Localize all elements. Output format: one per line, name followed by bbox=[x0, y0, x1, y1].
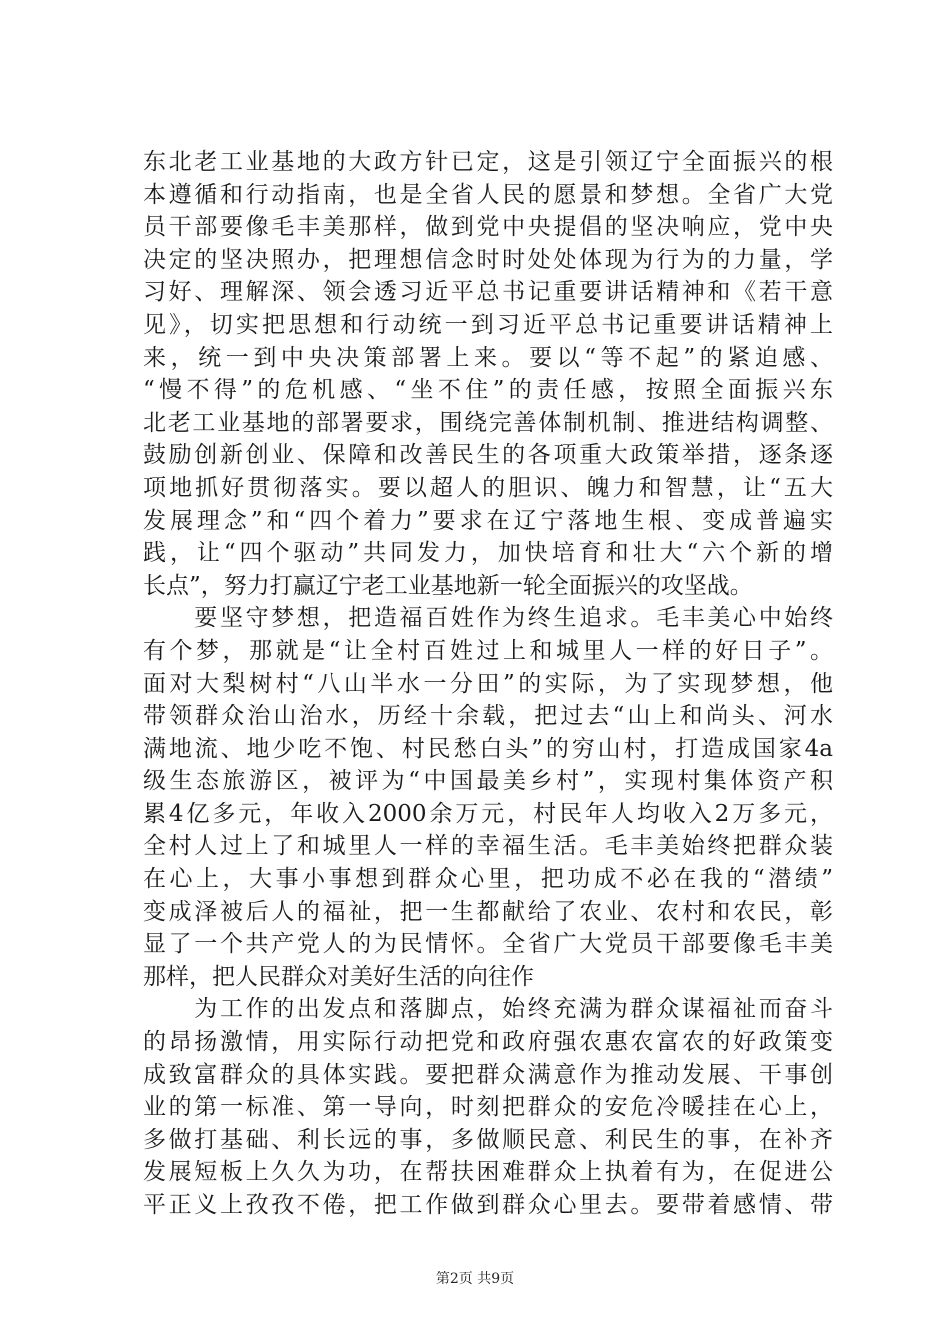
text-line: 全村人过上了和城里人一样的幸福生活。毛丰美始终把群众装 bbox=[143, 833, 833, 860]
text-line: 为工作的出发点和落脚点，始终充满为群众谋福祉而奋斗 bbox=[143, 996, 833, 1023]
text-line: 项地抓好贯彻落实。要以超人的胆识、魄力和智慧，让“五大 bbox=[143, 474, 833, 501]
text-line: 有个梦，那就是“让全村百姓过上和城里人一样的好日子”。 bbox=[143, 637, 833, 664]
text-line: 践，让“四个驱动”共同发力，加快培育和壮大“六个新的增 bbox=[143, 540, 833, 567]
text-line: 平正义上孜孜不倦，把工作做到群众心里去。要带着感情、带 bbox=[143, 1192, 833, 1218]
text-line: 决定的坚决照办，把理想信念时时处处体现为行为的力量，学 bbox=[143, 246, 833, 273]
text-line: 习好、理解深、领会透习近平总书记重要讲话精神和《若干意 bbox=[143, 279, 833, 306]
text-line: 多做打基础、利长远的事，多做顺民意、利民生的事，在补齐 bbox=[143, 1126, 833, 1153]
text-line: 发展理念”和“四个着力”要求在辽宁落地生根、变成普遍实 bbox=[143, 507, 833, 534]
text-line: 鼓励创新创业、保障和改善民生的各项重大政策举措，逐条逐 bbox=[143, 442, 833, 469]
text-line: 本遵循和行动指南，也是全省人民的愿景和梦想。全省广大党 bbox=[143, 181, 833, 208]
text-line: 北老工业基地的部署要求，围绕完善体制机制、推进结构调整、 bbox=[143, 409, 833, 436]
text-line: 来，统一到中央决策部署上来。要以“等不起”的紧迫感、 bbox=[143, 344, 833, 371]
text-line: 东北老工业基地的大政方针已定，这是引领辽宁全面振兴的根 bbox=[143, 149, 833, 175]
text-line: 业的第一标准、第一导向，时刻把群众的安危冷暖挂在心上， bbox=[143, 1094, 833, 1121]
text-line: 成致富群众的具体实践。要把群众满意作为推动发展、干事创 bbox=[143, 1061, 833, 1088]
text-line: 累4亿多元，年收入2000余万元，村民年人均收入2万多元， bbox=[143, 800, 833, 827]
text-line: 要坚守梦想，把造福百姓作为终生追求。毛丰美心中始终 bbox=[143, 605, 833, 632]
text-line: 带领群众治山治水，历经十余载，把过去“山上和尚头、河水 bbox=[143, 703, 833, 730]
text-line: 面对大梨树村“八山半水一分田”的实际，为了实现梦想，他 bbox=[143, 670, 833, 697]
text-line: 的昂扬激情，用实际行动把党和政府强农惠农富农的好政策变 bbox=[143, 1029, 833, 1056]
text-line: 变成泽被后人的福祉，把一生都献给了农业、农村和农民，彰 bbox=[143, 898, 833, 925]
page-number: 第2页 共9页 bbox=[435, 1271, 515, 1287]
text-line: 发展短板上久久为功，在帮扶困难群众上执着有为，在促进公 bbox=[143, 1159, 833, 1186]
text-line: 见》，切实把思想和行动统一到习近平总书记重要讲话精神上 bbox=[143, 311, 833, 338]
document-body bbox=[143, 146, 833, 1222]
text-line: “慢不得”的危机感、“坐不住”的责任感，按照全面振兴东 bbox=[143, 377, 833, 404]
text-line: 那样，把人民群众对美好生活的向往作 bbox=[143, 963, 534, 990]
text-line: 显了一个共产党人的为民情怀。全省广大党员干部要像毛丰美 bbox=[143, 931, 833, 958]
text-line: 员干部要像毛丰美那样，做到党中央提倡的坚决响应，党中央 bbox=[143, 214, 833, 241]
text-line: 级生态旅游区，被评为“中国最美乡村”，实现村集体资产积 bbox=[143, 768, 833, 795]
text-line: 长点”，努力打赢辽宁老工业基地新一轮全面振兴的攻坚战。 bbox=[143, 572, 753, 599]
text-line: 在心上，大事小事想到群众心里，把功成不必在我的“潜绩” bbox=[143, 866, 833, 893]
text-line: 满地流、地少吃不饱、村民愁白头”的穷山村，打造成国家4a bbox=[143, 735, 833, 762]
